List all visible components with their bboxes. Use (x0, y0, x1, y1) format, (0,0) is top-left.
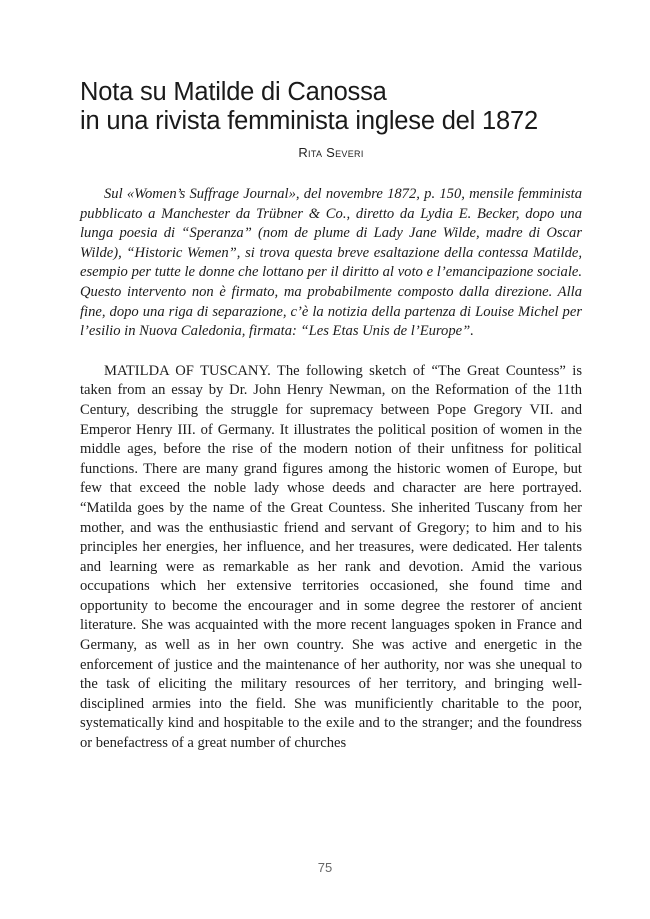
article-page (80, 78, 582, 754)
title-line-2: in una rivista femminista inglese del 1872 (80, 107, 538, 135)
title-line-1: Nota su Matilde di Canossa (80, 78, 387, 106)
abstract-paragraph: Sul «Women’s Suffrage Journal», del novembre 1872, p. 150, mensile femminista pubblicato a Manchester da Trübner & Co., diretto da Lydia E. Becker, dopo una lunga poesia di “Speranza” (nom de plume di Lady Jane Wilde, madre di Oscar Wilde), “Historic Wemen”, si trova questa breve esaltazione della contessa Matilde, esempio per tutte le donne che lottano per il diritto al voto e l’emancipazione sociale. Questo intervento non è firmato, ma probabilmente composto dalla direzione. Alla fine, dopo una riga di separazione, c’è la notizia della partenza di Louise Michel per l’esilio in Nuova Caledonia, firmata: “Les Etas Unis de l’Europe”. (80, 186, 582, 340)
article-title (80, 78, 582, 136)
author-name: Rita Severi (298, 145, 364, 160)
body-paragraph: MATILDA OF TUSCANY. The following sketch of “The Great Countess” is taken from an essay by Dr. John Henry Newman, on the Reformation of the 11th Century, describing the struggle for supremacy between Pope Gregory VII. and Emperor Henry III. of Germany. It illustrates the political position of women in the middle ages, before the rise of the modern notion of their unfitness for political functions. There are many grand figures among the historic women of Europe, but few that exceed the noble lady whose deeds and character are here portrayed. “Matilda goes by the name of the Great Countess. She inherited Tuscany from her mother, and was the enthusiastic friend and servant of Gregory; to him and to his principles her energies, her influence, and her treasures, were dedicated. Her talents and learning were as remarkable as her rank and devotion. Amid the various occupations which her extensive territories occasioned, she found time and opportunity to become the encourager and in some degree the restorer of ancient literature. She was acquainted with the more recent languages spoken in France and Germany, as well as in her own country. She was active and energetic in the enforcement of justice and the maintenance of her authority, nor was she unequal to the task of eliciting the military resources of her territory, and bringing well-disciplined armies into the field. She was munificiently charitable to the poor, systematically kind and hospitable to the exile and to the stranger; and the foundress or benefactress of a great number of churches (80, 362, 582, 752)
page-number: 75 (317, 860, 333, 875)
